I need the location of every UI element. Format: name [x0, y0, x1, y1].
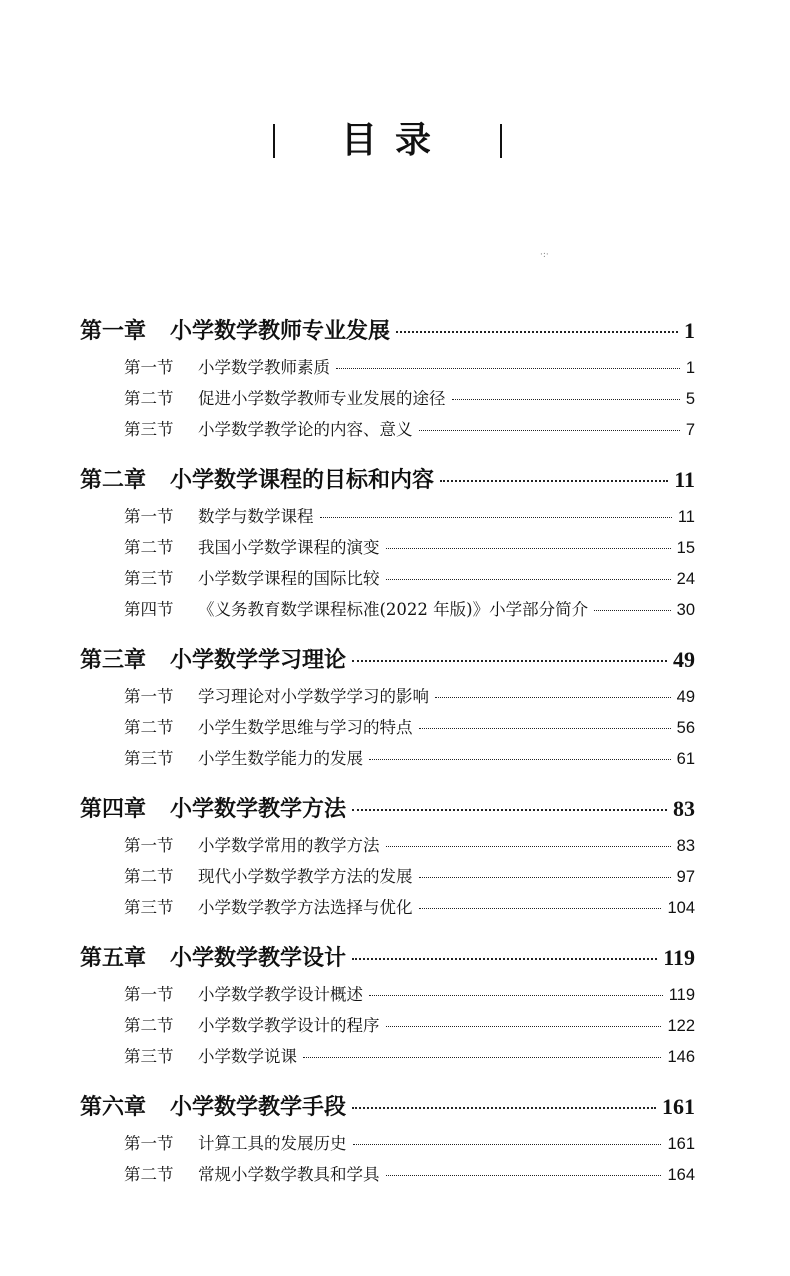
section-page-number: 122 [667, 1017, 695, 1035]
dot-leader [352, 809, 667, 811]
section-title: 小学数学教学方法选择与优化 [198, 898, 413, 917]
section-title: 小学数学教师素质 [198, 358, 330, 377]
section-title: 小学数学教学设计概述 [198, 985, 363, 1004]
dot-leader [303, 1057, 661, 1058]
section-label: 第二节 [124, 1016, 174, 1035]
section-entry[interactable] [124, 501, 695, 532]
chapter-entry[interactable] [80, 310, 695, 352]
page-title: 目录 [340, 120, 449, 161]
section-label: 第三节 [124, 749, 174, 768]
section-label: 第一节 [124, 985, 174, 1004]
dot-leader [336, 368, 680, 369]
chapter-block [0, 1086, 790, 1190]
chapter-block [0, 639, 790, 774]
section-title: 小学生数学思维与学习的特点 [198, 718, 413, 737]
section-entry[interactable] [124, 563, 695, 594]
section-entry[interactable] [124, 383, 695, 414]
dot-leader [352, 958, 657, 960]
section-title: 计算工具的发展历史 [198, 1134, 347, 1153]
section-entry[interactable] [124, 892, 695, 923]
section-title: 促进小学数学教师专业发展的途径 [198, 389, 446, 408]
section-entry[interactable] [124, 1010, 695, 1041]
section-page-number: 61 [676, 750, 695, 768]
chapter-block [0, 459, 790, 625]
dot-leader [419, 430, 680, 431]
section-page-number: 7 [685, 421, 695, 439]
chapter-label: 第二章 [80, 467, 147, 493]
chapter-entry[interactable] [80, 788, 695, 830]
section-title: 小学数学常用的教学方法 [198, 836, 380, 855]
section-entry[interactable] [124, 861, 695, 892]
dot-leader [386, 1026, 662, 1027]
section-label: 第三节 [124, 1047, 174, 1066]
section-title: 《义务教育数学课程标准(2022 年版)》小学部分简介 [198, 600, 589, 619]
chapter-page-number: 49 [673, 647, 695, 672]
section-page-number: 30 [676, 601, 695, 619]
dot-leader [419, 728, 671, 729]
section-page-number: 24 [676, 570, 695, 588]
chapter-title: 小学数学教学设计 [170, 945, 347, 971]
chapter-page-number: 119 [663, 945, 695, 970]
section-entry[interactable] [124, 979, 695, 1010]
section-title: 我国小学数学课程的演变 [198, 538, 380, 557]
section-entry[interactable] [124, 712, 695, 743]
chapter-page-number: 161 [662, 1094, 695, 1119]
chapter-title: 小学数学教师专业发展 [170, 318, 391, 344]
section-entry[interactable] [124, 681, 695, 712]
section-label: 第一节 [124, 507, 174, 526]
section-page-number: 161 [667, 1135, 695, 1153]
page-header [0, 118, 790, 168]
chapter-title: 小学数学课程的目标和内容 [170, 467, 435, 493]
section-entry[interactable] [124, 830, 695, 861]
dot-leader [369, 995, 663, 996]
chapter-entry[interactable] [80, 937, 695, 979]
section-title: 学习理论对小学数学学习的影响 [198, 687, 429, 706]
section-label: 第二节 [124, 718, 174, 737]
section-page-number: 164 [667, 1166, 695, 1184]
chapter-block [0, 310, 790, 445]
section-label: 第二节 [124, 867, 174, 886]
chapter-title: 小学数学教学方法 [170, 796, 347, 822]
dot-leader [320, 517, 672, 518]
dot-leader [435, 697, 671, 698]
chapter-block [0, 788, 790, 923]
section-label: 第二节 [124, 389, 174, 408]
section-label: 第一节 [124, 687, 174, 706]
chapter-label: 第六章 [80, 1094, 147, 1120]
chapter-label: 第五章 [80, 945, 147, 971]
chapter-page-number: 83 [673, 796, 695, 821]
section-title: 现代小学数学教学方法的发展 [198, 867, 413, 886]
dot-leader [386, 579, 671, 580]
section-label: 第四节 [124, 600, 174, 619]
section-title: 小学生数学能力的发展 [198, 749, 363, 768]
section-entry[interactable] [124, 1041, 695, 1072]
chapter-title: 小学数学教学手段 [170, 1094, 347, 1120]
section-title: 小学数学教学论的内容、意义 [198, 420, 413, 439]
section-entry[interactable] [124, 414, 695, 445]
section-label: 第一节 [124, 358, 174, 377]
section-title: 常规小学数学教具和学具 [198, 1165, 380, 1184]
section-title: 小学数学课程的国际比较 [198, 569, 380, 588]
section-label: 第二节 [124, 538, 174, 557]
chapter-page-number: 1 [684, 318, 695, 343]
section-entry[interactable] [124, 743, 695, 774]
section-page-number: 119 [668, 986, 695, 1004]
section-page-number: 5 [685, 390, 695, 408]
section-page-number: 56 [676, 719, 695, 737]
dot-leader [369, 759, 671, 760]
chapter-entry[interactable] [80, 639, 695, 681]
section-label: 第三节 [124, 420, 174, 439]
section-page-number: 49 [676, 688, 695, 706]
dot-leader [386, 548, 671, 549]
section-page-number: 1 [685, 359, 695, 377]
chapter-label: 第一章 [80, 318, 147, 344]
chapter-entry[interactable] [80, 459, 695, 501]
section-page-number: 15 [676, 539, 695, 557]
section-entry[interactable] [124, 1128, 695, 1159]
section-label: 第一节 [124, 1134, 174, 1153]
section-entry[interactable] [124, 1159, 695, 1190]
dot-leader [440, 480, 668, 482]
section-title: 小学数学教学设计的程序 [198, 1016, 380, 1035]
section-title: 小学数学说课 [198, 1047, 297, 1066]
dot-leader [594, 610, 671, 611]
title-right-rule [500, 124, 502, 158]
dot-leader [452, 399, 680, 400]
section-label: 第一节 [124, 836, 174, 855]
section-entry[interactable] [124, 532, 695, 563]
section-page-number: 146 [667, 1048, 695, 1066]
section-label: 第三节 [124, 569, 174, 588]
section-entry[interactable] [124, 594, 695, 625]
chapter-page-number: 11 [674, 467, 695, 492]
section-page-number: 83 [676, 837, 695, 855]
chapter-title: 小学数学学习理论 [170, 647, 347, 673]
section-label: 第三节 [124, 898, 174, 917]
dot-leader [386, 846, 671, 847]
section-page-number: 97 [676, 868, 695, 886]
dot-leader [352, 660, 667, 662]
section-title: 数学与数学课程 [198, 507, 314, 526]
dot-leader [386, 1175, 662, 1176]
chapter-entry[interactable] [80, 1086, 695, 1128]
dot-leader [419, 877, 671, 878]
table-of-contents [0, 310, 790, 1204]
chapter-block [0, 937, 790, 1072]
dot-leader [419, 908, 662, 909]
dot-leader [396, 331, 678, 333]
chapter-label: 第三章 [80, 647, 147, 673]
dot-leader [353, 1144, 662, 1145]
section-page-number: 104 [667, 899, 695, 917]
scan-speck: ·:· [540, 250, 549, 260]
dot-leader [352, 1107, 656, 1109]
chapter-label: 第四章 [80, 796, 147, 822]
section-entry[interactable] [124, 352, 695, 383]
section-page-number: 11 [677, 508, 695, 526]
section-label: 第二节 [124, 1165, 174, 1184]
